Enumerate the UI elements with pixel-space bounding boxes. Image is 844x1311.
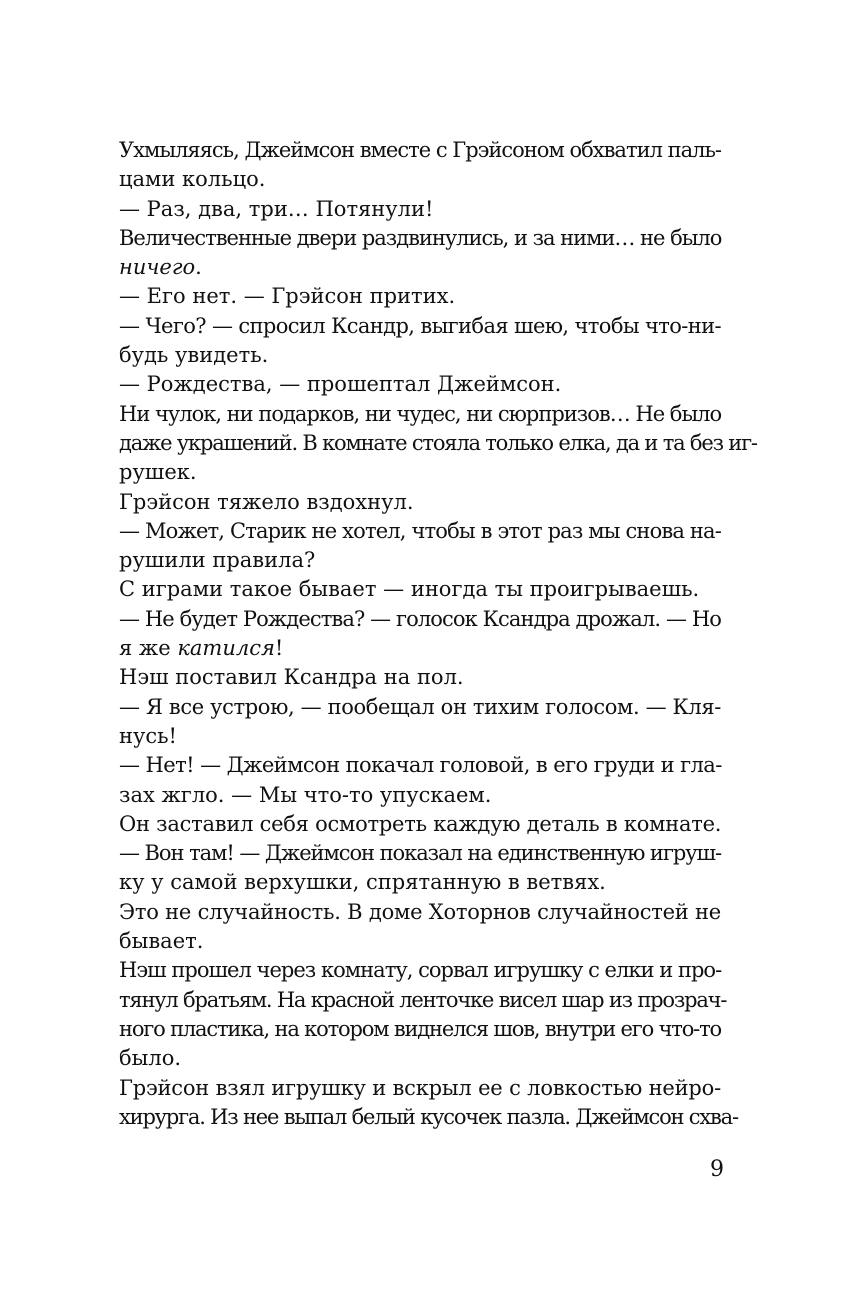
text-line: бывает. <box>119 929 204 954</box>
paragraph <box>119 312 721 371</box>
text-line: ного пластика, на котором виднелся шов, внутри его что-то <box>119 1016 721 1041</box>
page-number: 9 <box>710 1157 724 1182</box>
text-line: — Чего? — спросил Ксандр, выгибая шею, чтобы что-ни- <box>119 313 721 338</box>
emphasis-text: катился <box>177 636 275 661</box>
text-line: — Нет! — Джеймсон покачал головой, в его груди и гла- <box>119 753 722 778</box>
text-line: Ухмыляясь, Джеймсон вместе с Грэйсоном обхватил паль- <box>119 138 721 162</box>
text-line: цами кольцо. <box>119 167 266 192</box>
text-run: я же <box>119 636 178 661</box>
text-line: Нэш прошел через комнату, сорвал игрушку с елки и про- <box>119 958 722 983</box>
text-line: — Рождества, — прошептал Джеймсон. <box>119 372 562 397</box>
text-line: будь увидеть. <box>119 343 269 368</box>
paragraph <box>119 956 727 1073</box>
text-line: — Я все устрою, — пообещал он тихим голосом. — Кля- <box>119 694 721 719</box>
text-line: было. <box>119 1046 182 1071</box>
emphasis-text: ничего <box>119 255 196 280</box>
paragraph <box>119 898 721 957</box>
text-line: Он заставил себя осмотреть каждую деталь в комнате. <box>119 811 722 836</box>
paragraph <box>119 810 721 839</box>
paragraph <box>119 136 721 195</box>
paragraph <box>119 693 721 752</box>
paragraph <box>119 195 721 224</box>
text-run: ! <box>274 636 284 661</box>
text-run: . <box>195 255 202 280</box>
paragraph <box>119 751 721 810</box>
paragraph <box>119 839 721 898</box>
text-line: Ни чулок, ни подарков, ни чудес, ни сюрпризов… Не было <box>119 401 722 426</box>
paragraph <box>119 605 721 664</box>
text-line <box>119 634 721 663</box>
paragraph <box>119 488 721 517</box>
text-line: рушек. <box>119 460 197 485</box>
text-line: — Не будет Рождества? — голосок Ксандра дрожал. — Но <box>119 606 721 631</box>
paragraph <box>119 400 757 488</box>
text-line: Грэйсон тяжело вздохнул. <box>119 489 414 514</box>
text-line: Грэйсон взял игрушку и вскрыл ее с ловкостью нейро- <box>119 1075 721 1100</box>
body-text <box>119 136 757 1132</box>
text-line: даже украшений. В комнате стояла только елка, да и та без иг- <box>119 430 757 455</box>
paragraph <box>119 663 721 692</box>
text-line: зах жгло. — Мы что-то упускаем. <box>119 782 492 807</box>
text-line: С играми такое бывает — иногда ты проигрываешь. <box>119 577 700 602</box>
text-line: Величественные двери раздвинулись, и за ними… не было <box>119 225 722 250</box>
text-line: Нэш поставил Ксандра на пол. <box>119 665 464 690</box>
text-line: — Его нет. — Грэйсон притих. <box>119 284 456 309</box>
paragraph <box>119 370 721 399</box>
text-line <box>119 253 721 282</box>
paragraph <box>119 517 721 576</box>
paragraph <box>119 282 721 311</box>
text-line: — Раз, два, три… Потянули! <box>119 196 434 221</box>
paragraph <box>119 1074 738 1133</box>
text-line: ку у самой верхушки, спрятанную в ветвях. <box>119 870 606 895</box>
text-line: рушили правила? <box>119 548 316 573</box>
text-line: Это не случайность. В доме Хоторнов случайностей не <box>119 899 721 924</box>
text-line: тянул братьям. На красной ленточке висел шар из прозрач- <box>119 987 727 1012</box>
text-line: хирурга. Из нее выпал белый кусочек пазла. Джеймсон схва- <box>119 1104 738 1129</box>
paragraph <box>119 575 721 604</box>
text-line: нусь! <box>119 723 177 748</box>
text-line: — Вон там! — Джеймсон показал на единственную игруш- <box>119 841 721 866</box>
paragraph <box>119 224 721 283</box>
text-line: — Может, Старик не хотел, чтобы в этот раз мы снова на- <box>119 518 721 543</box>
